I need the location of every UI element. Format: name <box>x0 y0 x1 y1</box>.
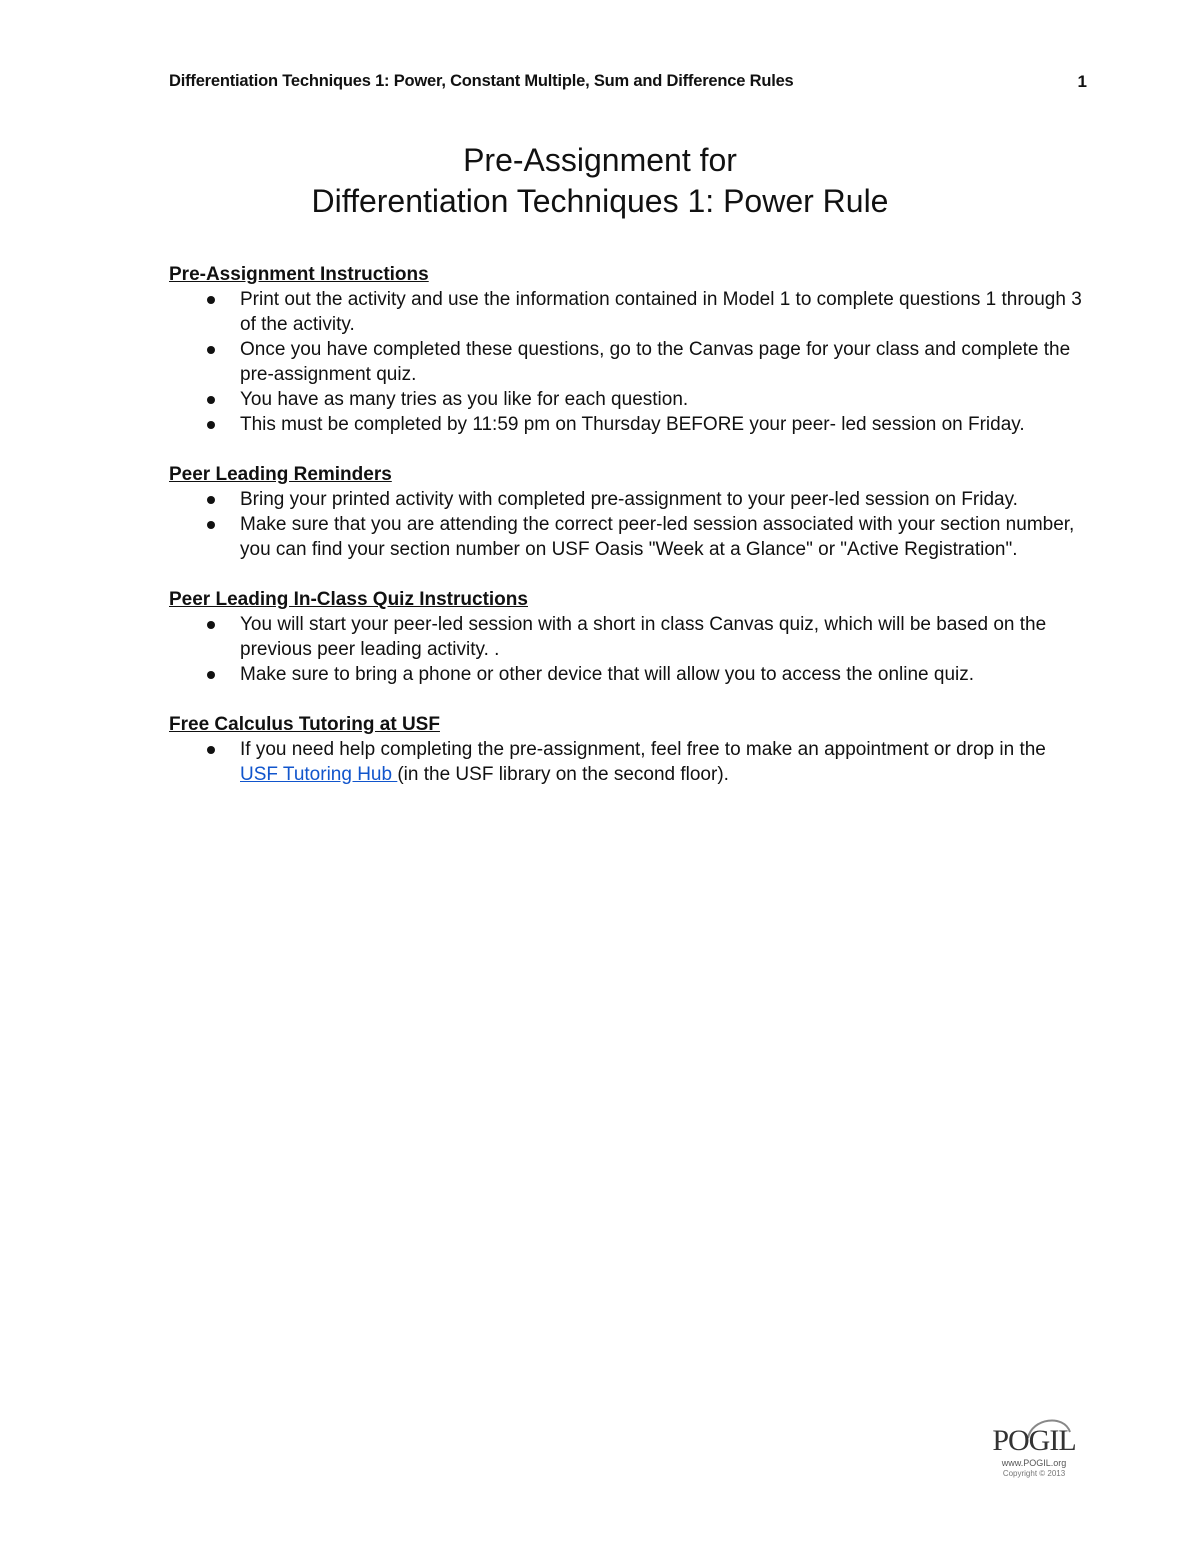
pogil-logo <box>984 1412 1084 1482</box>
section-heading: Pre-Assignment Instructions <box>169 264 429 285</box>
section-quiz <box>169 587 1089 687</box>
list-item-text: Make sure that you are attending the correct peer-led session associated with your section number, you can find your section number on USF Oasis "Week at a Glance" or "Active Registration". <box>240 514 1075 560</box>
list-item <box>169 287 1089 337</box>
list-item-text: Once you have completed these questions, go to the Canvas page for your class and complete the pre-assignment quiz. <box>240 339 1071 385</box>
bullet-icon <box>207 671 215 679</box>
bullet-icon <box>207 621 215 629</box>
logo-copyright: Copyright © 2013 <box>1002 1469 1066 1478</box>
list-item-text: Bring your printed activity with completed pre-assignment to your peer-led session on Friday. <box>240 489 1018 510</box>
bullet-icon <box>207 346 215 354</box>
page-header <box>169 72 1087 96</box>
list-item <box>169 487 1089 512</box>
bullet-icon <box>207 421 215 429</box>
header-title: Differentiation Techniques 1: Power, Constant Multiple, Sum and Difference Rules <box>169 72 794 90</box>
bullet-icon <box>207 746 215 754</box>
title-line-2: Differentiation Techniques 1: Power Rule <box>311 183 889 219</box>
page-number: 1 <box>1077 72 1087 91</box>
title-line-1: Pre-Assignment for <box>463 142 737 178</box>
list-item-text-end: (in the USF library on the second floor). <box>397 764 729 785</box>
section-peer-leading <box>169 462 1089 562</box>
list-item <box>169 737 1089 787</box>
list-item-text: You have as many tries as you like for each question. <box>240 389 689 410</box>
section-heading: Free Calculus Tutoring at USF <box>169 714 440 735</box>
bullet-list <box>169 487 1089 562</box>
list-item <box>169 612 1089 662</box>
list-item-text: You will start your peer-led session with a short in class Canvas quiz, which will be based on the previous peer leading activity. . <box>240 614 1047 660</box>
list-item-text: This must be completed by 11:59 pm on Thursday BEFORE your peer- led session on Friday. <box>240 414 1025 435</box>
document-title <box>0 140 1200 222</box>
list-item <box>169 662 1089 687</box>
bullet-icon <box>207 296 215 304</box>
document-body <box>169 262 1089 812</box>
bullet-list <box>169 287 1089 437</box>
section-tutoring <box>169 712 1089 787</box>
logo-url: www.POGIL.org <box>1001 1458 1067 1468</box>
bullet-icon <box>207 396 215 404</box>
section-pre-assignment <box>169 262 1089 437</box>
bullet-list <box>169 737 1089 787</box>
list-item-text: Print out the activity and use the information contained in Model 1 to complete questions 1 through 3 of the activity. <box>240 289 1082 335</box>
bullet-icon <box>207 496 215 504</box>
section-heading: Peer Leading Reminders <box>169 464 392 485</box>
logo-wordmark: POGIL <box>992 1424 1076 1457</box>
list-item <box>169 387 1089 412</box>
bullet-list <box>169 612 1089 687</box>
list-item <box>169 512 1089 562</box>
tutoring-hub-link[interactable]: USF Tutoring Hub <box>240 764 398 785</box>
list-item <box>169 337 1089 387</box>
list-item-text: Make sure to bring a phone or other device that will allow you to access the online quiz. <box>240 664 975 685</box>
section-heading: Peer Leading In-Class Quiz Instructions <box>169 589 528 610</box>
bullet-icon <box>207 521 215 529</box>
list-item-text: If you need help completing the pre-assignment, feel free to make an appointment or drop in the <box>240 739 1046 760</box>
list-item <box>169 412 1089 437</box>
